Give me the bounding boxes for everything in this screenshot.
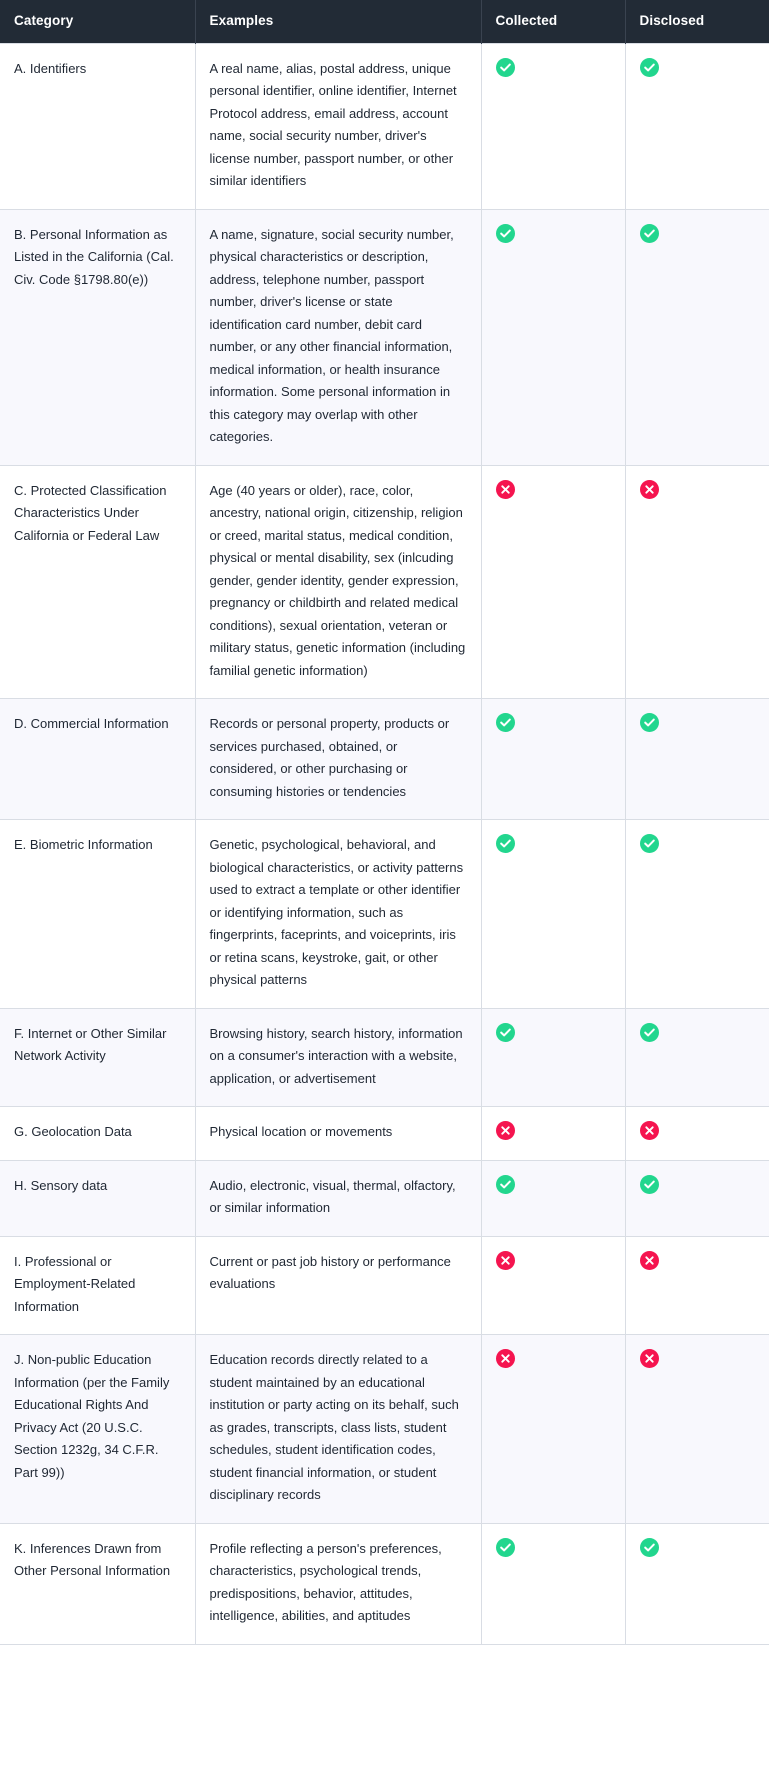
check-circle-icon — [496, 713, 515, 732]
cell-disclosed — [625, 820, 769, 1009]
table-row — [0, 1107, 769, 1161]
cell-category: A. Identifiers — [0, 43, 195, 209]
check-circle-icon — [640, 224, 659, 243]
cell-examples: Audio, electronic, visual, thermal, olfactory, or similar information — [195, 1160, 481, 1236]
check-circle-icon — [640, 834, 659, 853]
cell-examples: A real name, alias, postal address, unique personal identifier, online identifier, Internet Protocol address, email address, account name, social security number, driver's license number, passport number, or other similar identifiers — [195, 43, 481, 209]
check-circle-icon — [640, 1175, 659, 1194]
cell-category: G. Geolocation Data — [0, 1107, 195, 1161]
table-row — [0, 1335, 769, 1524]
table-row — [0, 43, 769, 209]
x-circle-icon — [640, 1349, 659, 1368]
cell-collected — [481, 699, 625, 820]
table-body — [0, 43, 769, 1644]
cell-disclosed — [625, 1523, 769, 1644]
cell-disclosed — [625, 209, 769, 465]
cell-collected — [481, 465, 625, 699]
check-circle-icon — [496, 58, 515, 77]
cell-category: B. Personal Information as Listed in the California (Cal. Civ. Code §1798.80(e)) — [0, 209, 195, 465]
cell-collected — [481, 43, 625, 209]
cell-category: H. Sensory data — [0, 1160, 195, 1236]
check-circle-icon — [496, 834, 515, 853]
cell-collected — [481, 209, 625, 465]
cell-collected — [481, 1160, 625, 1236]
column-header-examples: Examples — [195, 0, 481, 43]
cell-category: F. Internet or Other Similar Network Activity — [0, 1008, 195, 1107]
table-row — [0, 699, 769, 820]
cell-disclosed — [625, 1008, 769, 1107]
x-circle-icon — [496, 1251, 515, 1270]
cell-category: E. Biometric Information — [0, 820, 195, 1009]
cell-examples: Profile reflecting a person's preferences, characteristics, psychological trends, predispositions, behavior, attitudes, intelligence, abilities, and aptitudes — [195, 1523, 481, 1644]
cell-examples: Browsing history, search history, information on a consumer's interaction with a website, application, or advertisement — [195, 1008, 481, 1107]
check-circle-icon — [640, 713, 659, 732]
x-circle-icon — [496, 480, 515, 499]
cell-collected — [481, 820, 625, 1009]
cell-disclosed — [625, 1335, 769, 1524]
check-circle-icon — [496, 224, 515, 243]
table-header-row — [0, 0, 769, 43]
check-circle-icon — [496, 1023, 515, 1042]
check-circle-icon — [640, 1023, 659, 1042]
cell-collected — [481, 1107, 625, 1161]
cell-category: J. Non-public Education Information (per the Family Educational Rights And Privacy Act (20 U.S.C. Section 1232g, 34 C.F.R. Part 99)) — [0, 1335, 195, 1524]
x-circle-icon — [640, 480, 659, 499]
table-row — [0, 465, 769, 699]
cell-examples: Genetic, psychological, behavioral, and biological characteristics, or activity patterns used to extract a template or other identifier or identifying information, such as fingerprints, faceprints, and voiceprints, iris or retina scans, keystroke, gait, or other physical patterns — [195, 820, 481, 1009]
cell-disclosed — [625, 1160, 769, 1236]
table-row — [0, 820, 769, 1009]
cell-disclosed — [625, 465, 769, 699]
cell-collected — [481, 1008, 625, 1107]
check-circle-icon — [496, 1538, 515, 1557]
cell-category: C. Protected Classification Characteristics Under California or Federal Law — [0, 465, 195, 699]
check-circle-icon — [640, 58, 659, 77]
cell-examples: Current or past job history or performance evaluations — [195, 1236, 481, 1335]
column-header-disclosed: Disclosed — [625, 0, 769, 43]
x-circle-icon — [496, 1121, 515, 1140]
x-circle-icon — [496, 1349, 515, 1368]
column-header-category: Category — [0, 0, 195, 43]
x-circle-icon — [640, 1251, 659, 1270]
check-circle-icon — [496, 1175, 515, 1194]
cell-collected — [481, 1523, 625, 1644]
cell-collected — [481, 1236, 625, 1335]
cell-examples: Records or personal property, products or services purchased, obtained, or considered, or other purchasing or consuming histories or tendencies — [195, 699, 481, 820]
table-header — [0, 0, 769, 43]
cell-examples: Age (40 years or older), race, color, ancestry, national origin, citizenship, religion or creed, marital status, medical condition, physical or mental disability, sex (inlcuding gender, gender identity, gender expression, pregnancy or childbirth and related medical conditions), sexual orientation, veteran or military status, genetic information (including familial genetic information) — [195, 465, 481, 699]
table-row — [0, 1236, 769, 1335]
check-circle-icon — [640, 1538, 659, 1557]
cell-collected — [481, 1335, 625, 1524]
table-row — [0, 1523, 769, 1644]
x-circle-icon — [640, 1121, 659, 1140]
column-header-collected: Collected — [481, 0, 625, 43]
table-row — [0, 1160, 769, 1236]
cell-category: K. Inferences Drawn from Other Personal Information — [0, 1523, 195, 1644]
cell-disclosed — [625, 1236, 769, 1335]
cell-disclosed — [625, 1107, 769, 1161]
cell-examples: Physical location or movements — [195, 1107, 481, 1161]
cell-category: D. Commercial Information — [0, 699, 195, 820]
table-row — [0, 209, 769, 465]
cell-examples: Education records directly related to a student maintained by an educational institution or party acting on its behalf, such as grades, transcripts, class lists, student schedules, student identification codes, student financial information, or student disciplinary records — [195, 1335, 481, 1524]
cell-category: I. Professional or Employment-Related Information — [0, 1236, 195, 1335]
cell-examples: A name, signature, social security number, physical characteristics or description, address, telephone number, passport number, driver's license or state identification card number, debit card number, or any other financial information, medical information, or health insurance information. Some personal information in this category may overlap with other categories. — [195, 209, 481, 465]
cell-disclosed — [625, 43, 769, 209]
table-row — [0, 1008, 769, 1107]
cell-disclosed — [625, 699, 769, 820]
